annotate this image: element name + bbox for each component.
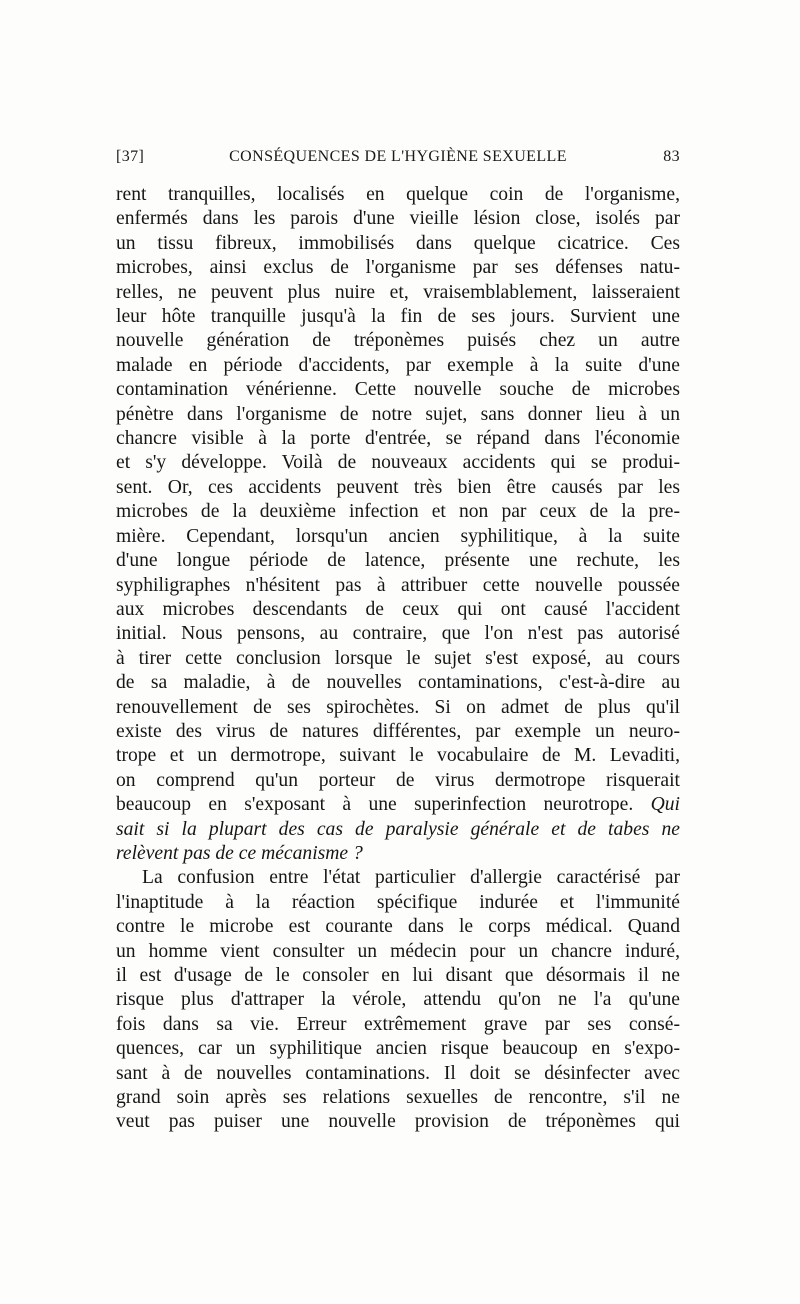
text-line: leur hôte tranquille jusqu'à la fin de ses jours. Survient une [116, 306, 680, 328]
text-line: d'une longue période de latence, présente une rechute, les [116, 550, 680, 572]
text-line: sait si la plupart des cas de paralysie générale et de tabes ne [116, 818, 680, 840]
text-line: nouvelle génération de tréponèmes puisés chez un autre [116, 330, 680, 352]
text-line: il est d'usage de le consoler en lui disant que désormais il ne [116, 965, 680, 986]
paragraph-1 [116, 183, 680, 866]
running-head-title: CONSÉQUENCES DE L'HYGIÈNE SEXUELLE [229, 148, 567, 165]
text-line: grand soin après ses relations sexuelles de rencontre, s'il ne [116, 1087, 680, 1109]
text-line: mière. Cependant, lorsqu'un ancien syphilitique, à la suite [116, 525, 680, 547]
text-line: l'inaptitude à la réaction spécifique indurée et l'immunité [116, 891, 680, 913]
text-line: microbes, ainsi exclus de l'organisme par ses défenses natu- [116, 257, 680, 279]
text-line: relèvent pas de ce mécanisme ? [116, 842, 363, 864]
text-line: pénètre dans l'organisme de notre sujet, sans donner lieu à un [116, 403, 680, 425]
text-line: aux microbes descendants de ceux qui ont causé l'accident [116, 598, 680, 620]
text-line: relles, ne peuvent plus nuire et, vraisemblablement, laisseraient [116, 281, 680, 303]
text-line: risque plus d'attraper la vérole, attendu qu'on ne l'a qu'une [116, 989, 680, 1011]
running-head [116, 148, 680, 172]
italic-segment: Qui [650, 794, 680, 816]
text-line: existe des virus de natures différentes, par exemple un neuro- [116, 720, 680, 742]
text-line: trope et un dermotrope, suivant le vocabulaire de M. Levaditi, [116, 745, 680, 767]
text-line [116, 793, 680, 817]
roman-segment: beaucoup en s'exposant à une superinfection neurotrope. [116, 794, 651, 816]
page-number: 83 [663, 148, 680, 165]
body-text [116, 183, 680, 1135]
text-line: un tissu fibreux, immobilisés dans quelque cicatrice. Ces [116, 232, 680, 254]
text-line: quences, car un syphilitique ancien risque beaucoup en s'expo- [116, 1038, 680, 1060]
text-line: veut pas puiser une nouvelle provision de tréponèmes qui [116, 1111, 680, 1133]
text-line: et s'y développe. Voilà de nouveaux accidents qui se produi- [116, 452, 680, 474]
text-line: contre le microbe est courante dans le corps médical. Quand [116, 916, 680, 938]
text-line: chancre visible à la porte d'entrée, se répand dans l'économie [116, 428, 680, 450]
text-line: sant à de nouvelles contaminations. Il doit se désinfecter avec [116, 1062, 680, 1084]
text-line: contamination vénérienne. Cette nouvelle souche de microbes [116, 379, 680, 401]
text-line: renouvellement de ses spirochètes. Si on admet de plus qu'il [116, 696, 680, 718]
page-reference: [37] [116, 148, 145, 165]
text-line: syphiligraphes n'hésitent pas à attribuer cette nouvelle poussée [116, 574, 680, 596]
text-line: malade en période d'accidents, par exemple à la suite d'une [116, 354, 680, 376]
text-line: enfermés dans les parois d'une vieille lésion close, isolés par [116, 208, 680, 230]
text-line: un homme vient consulter un médecin pour un chancre induré, [116, 940, 680, 962]
paragraph-2 [116, 866, 680, 1134]
text-line: sent. Or, ces accidents peuvent très bien être causés par les [116, 476, 680, 498]
text-line: rent tranquilles, localisés en quelque coin de l'organisme, [116, 184, 680, 205]
text-line: de sa maladie, à de nouvelles contaminations, c'est-à-dire au [116, 672, 680, 694]
text-line: fois dans sa vie. Erreur extrêmement grave par ses consé- [116, 1013, 680, 1035]
text-line: microbes de la deuxième infection et non par ceux de la pre- [116, 501, 680, 523]
text-line: La confusion entre l'état particulier d'allergie caractérisé par [142, 867, 680, 889]
text-line: initial. Nous pensons, au contraire, que l'on n'est pas autorisé [116, 623, 680, 645]
text-line: à tirer cette conclusion lorsque le sujet s'est exposé, au cours [116, 647, 680, 669]
text-line: on comprend qu'un porteur de virus dermotrope risquerait [116, 769, 680, 791]
